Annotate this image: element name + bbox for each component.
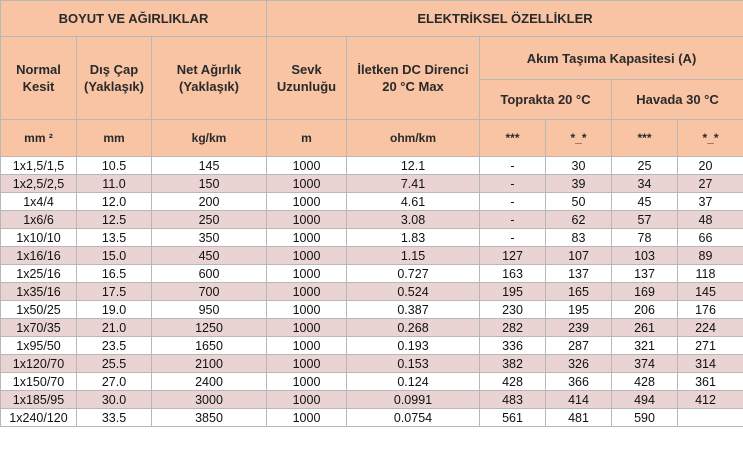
cell-havada-b: 314	[678, 355, 743, 373]
cell-agirlik: 2100	[152, 355, 267, 373]
cell-sevk: 1000	[267, 283, 347, 301]
cell-havada-b: 412	[678, 391, 743, 409]
cell-agirlik: 150	[152, 175, 267, 193]
group-header-electrical: ELEKTRİKSEL ÖZELLİKLER	[267, 1, 743, 37]
cell-agirlik: 2400	[152, 373, 267, 391]
cell-cap: 15.0	[77, 247, 152, 265]
cell-direnc: 7.41	[347, 175, 480, 193]
cell-toprakta-a: 483	[480, 391, 546, 409]
cell-direnc: 0.0754	[347, 409, 480, 427]
symbol-havada-b: *_*	[678, 120, 743, 157]
cell-cap: 10.5	[77, 157, 152, 175]
cell-kesit: 1x1,5/1,5	[1, 157, 77, 175]
cell-cap: 21.0	[77, 319, 152, 337]
cell-kesit: 1x35/16	[1, 283, 77, 301]
table-body	[1, 157, 743, 427]
cell-kesit: 1x120/70	[1, 355, 77, 373]
subheader-toprakta: Toprakta 20 °C	[480, 80, 612, 120]
table-row	[1, 409, 743, 427]
cell-toprakta-b: 39	[546, 175, 612, 193]
cell-cap: 19.0	[77, 301, 152, 319]
cell-havada-b: 271	[678, 337, 743, 355]
cell-havada-a: 321	[612, 337, 678, 355]
cell-kesit: 1x240/120	[1, 409, 77, 427]
group-header-dimensions: BOYUT VE AĞIRLIKLAR	[1, 1, 267, 37]
cell-toprakta-b: 107	[546, 247, 612, 265]
cell-havada-a: 590	[612, 409, 678, 427]
cell-sevk: 1000	[267, 265, 347, 283]
cell-cap: 33.5	[77, 409, 152, 427]
cell-kesit: 1x25/16	[1, 265, 77, 283]
col-header-kesit: Normal Kesit	[1, 37, 77, 120]
table-row	[1, 301, 743, 319]
cell-direnc: 0.524	[347, 283, 480, 301]
cell-direnc: 4.61	[347, 193, 480, 211]
cell-kesit: 1x2,5/2,5	[1, 175, 77, 193]
cell-agirlik: 250	[152, 211, 267, 229]
cell-sevk: 1000	[267, 391, 347, 409]
subheader-havada: Havada 30 °C	[612, 80, 743, 120]
cell-toprakta-a: 195	[480, 283, 546, 301]
cell-direnc: 0.387	[347, 301, 480, 319]
cell-havada-b: 89	[678, 247, 743, 265]
cell-toprakta-b: 62	[546, 211, 612, 229]
cell-toprakta-b: 50	[546, 193, 612, 211]
cell-havada-b: 361	[678, 373, 743, 391]
cell-agirlik: 700	[152, 283, 267, 301]
cell-kesit: 1x70/35	[1, 319, 77, 337]
cell-kesit: 1x185/95	[1, 391, 77, 409]
unit-sevk: m	[267, 120, 347, 157]
cell-sevk: 1000	[267, 373, 347, 391]
cell-toprakta-b: 326	[546, 355, 612, 373]
col-header-cap: Dış Çap (Yaklaşık)	[77, 37, 152, 120]
table-row	[1, 391, 743, 409]
cell-toprakta-a: -	[480, 157, 546, 175]
symbol-toprakta-b: *_*	[546, 120, 612, 157]
cell-kesit: 1x50/25	[1, 301, 77, 319]
cell-havada-b: 27	[678, 175, 743, 193]
cell-direnc: 3.08	[347, 211, 480, 229]
cell-direnc: 12.1	[347, 157, 480, 175]
cell-cap: 27.0	[77, 373, 152, 391]
cell-kesit: 1x10/10	[1, 229, 77, 247]
cell-havada-b: 118	[678, 265, 743, 283]
cell-toprakta-b: 30	[546, 157, 612, 175]
cell-kesit: 1x6/6	[1, 211, 77, 229]
cell-direnc: 1.83	[347, 229, 480, 247]
cell-direnc: 0.0991	[347, 391, 480, 409]
cell-kesit: 1x4/4	[1, 193, 77, 211]
col-header-agirlik: Net Ağırlık (Yaklaşık)	[152, 37, 267, 120]
cell-agirlik: 450	[152, 247, 267, 265]
cell-havada-a: 428	[612, 373, 678, 391]
cell-toprakta-a: 428	[480, 373, 546, 391]
col-header-direnc-line2: 20 °C Max	[382, 79, 444, 94]
cell-toprakta-a: 282	[480, 319, 546, 337]
cell-havada-a: 25	[612, 157, 678, 175]
cell-sevk: 1000	[267, 175, 347, 193]
cell-direnc: 0.124	[347, 373, 480, 391]
cell-sevk: 1000	[267, 301, 347, 319]
cell-kesit: 1x95/50	[1, 337, 77, 355]
cell-agirlik: 600	[152, 265, 267, 283]
cell-agirlik: 950	[152, 301, 267, 319]
cell-havada-b: 176	[678, 301, 743, 319]
cell-havada-b: 224	[678, 319, 743, 337]
cell-cap: 25.5	[77, 355, 152, 373]
cell-toprakta-a: 230	[480, 301, 546, 319]
col-header-akim: Akım Taşıma Kapasitesi (A)	[480, 37, 743, 80]
cell-agirlik: 145	[152, 157, 267, 175]
unit-kesit: mm ²	[1, 120, 77, 157]
table-row	[1, 229, 743, 247]
cell-direnc: 0.727	[347, 265, 480, 283]
col-header-direnc	[347, 37, 480, 120]
cell-toprakta-a: 561	[480, 409, 546, 427]
cell-cap: 12.5	[77, 211, 152, 229]
cell-havada-a: 45	[612, 193, 678, 211]
cell-havada-a: 169	[612, 283, 678, 301]
cell-direnc: 0.153	[347, 355, 480, 373]
cell-havada-a: 137	[612, 265, 678, 283]
cell-toprakta-b: 366	[546, 373, 612, 391]
cell-sevk: 1000	[267, 409, 347, 427]
table-row	[1, 175, 743, 193]
cell-toprakta-b: 239	[546, 319, 612, 337]
cell-agirlik: 350	[152, 229, 267, 247]
cell-sevk: 1000	[267, 319, 347, 337]
cell-havada-b: 37	[678, 193, 743, 211]
cell-sevk: 1000	[267, 157, 347, 175]
symbol-havada-a: ***	[612, 120, 678, 157]
cell-sevk: 1000	[267, 211, 347, 229]
table-row	[1, 247, 743, 265]
cell-toprakta-a: 127	[480, 247, 546, 265]
cell-havada-a: 494	[612, 391, 678, 409]
cell-toprakta-b: 414	[546, 391, 612, 409]
cell-toprakta-a: 336	[480, 337, 546, 355]
cell-havada-a: 103	[612, 247, 678, 265]
cell-toprakta-a: -	[480, 193, 546, 211]
table-row	[1, 283, 743, 301]
cell-agirlik: 1650	[152, 337, 267, 355]
cell-cap: 30.0	[77, 391, 152, 409]
cell-cap: 13.5	[77, 229, 152, 247]
table-row	[1, 319, 743, 337]
cell-toprakta-b: 195	[546, 301, 612, 319]
cell-toprakta-a: -	[480, 229, 546, 247]
cell-havada-a: 206	[612, 301, 678, 319]
cell-toprakta-b: 137	[546, 265, 612, 283]
unit-agirlik: kg/km	[152, 120, 267, 157]
unit-direnc: ohm/km	[347, 120, 480, 157]
cell-cap: 11.0	[77, 175, 152, 193]
cell-kesit: 1x150/70	[1, 373, 77, 391]
symbol-toprakta-a: ***	[480, 120, 546, 157]
cell-toprakta-a: -	[480, 211, 546, 229]
table-row	[1, 265, 743, 283]
cell-cap: 23.5	[77, 337, 152, 355]
cell-sevk: 1000	[267, 337, 347, 355]
cell-agirlik: 1250	[152, 319, 267, 337]
cell-direnc: 1.15	[347, 247, 480, 265]
cell-toprakta-a: 163	[480, 265, 546, 283]
table-row	[1, 211, 743, 229]
cell-cap: 16.5	[77, 265, 152, 283]
cell-sevk: 1000	[267, 355, 347, 373]
cell-direnc: 0.193	[347, 337, 480, 355]
table-row	[1, 373, 743, 391]
cell-agirlik: 3850	[152, 409, 267, 427]
cell-havada-a: 374	[612, 355, 678, 373]
cell-toprakta-b: 287	[546, 337, 612, 355]
cell-kesit: 1x16/16	[1, 247, 77, 265]
table-row	[1, 355, 743, 373]
cell-havada-b: 145	[678, 283, 743, 301]
cell-toprakta-b: 481	[546, 409, 612, 427]
cell-havada-a: 261	[612, 319, 678, 337]
cell-havada-a: 34	[612, 175, 678, 193]
cell-havada-b	[678, 409, 743, 427]
cell-toprakta-b: 165	[546, 283, 612, 301]
table-row	[1, 193, 743, 211]
cell-toprakta-a: -	[480, 175, 546, 193]
cell-cap: 17.5	[77, 283, 152, 301]
col-header-direnc-line1: İletken DC Direnci	[357, 62, 469, 77]
cell-toprakta-a: 382	[480, 355, 546, 373]
cell-agirlik: 3000	[152, 391, 267, 409]
cell-sevk: 1000	[267, 247, 347, 265]
table-row	[1, 337, 743, 355]
cell-havada-a: 57	[612, 211, 678, 229]
cell-havada-b: 48	[678, 211, 743, 229]
cell-cap: 12.0	[77, 193, 152, 211]
cell-havada-b: 66	[678, 229, 743, 247]
unit-cap: mm	[77, 120, 152, 157]
cell-agirlik: 200	[152, 193, 267, 211]
cell-havada-b: 20	[678, 157, 743, 175]
cell-sevk: 1000	[267, 229, 347, 247]
cell-havada-a: 78	[612, 229, 678, 247]
col-header-sevk: Sevk Uzunluğu	[267, 37, 347, 120]
cell-sevk: 1000	[267, 193, 347, 211]
cell-toprakta-b: 83	[546, 229, 612, 247]
cell-direnc: 0.268	[347, 319, 480, 337]
table-row	[1, 157, 743, 175]
